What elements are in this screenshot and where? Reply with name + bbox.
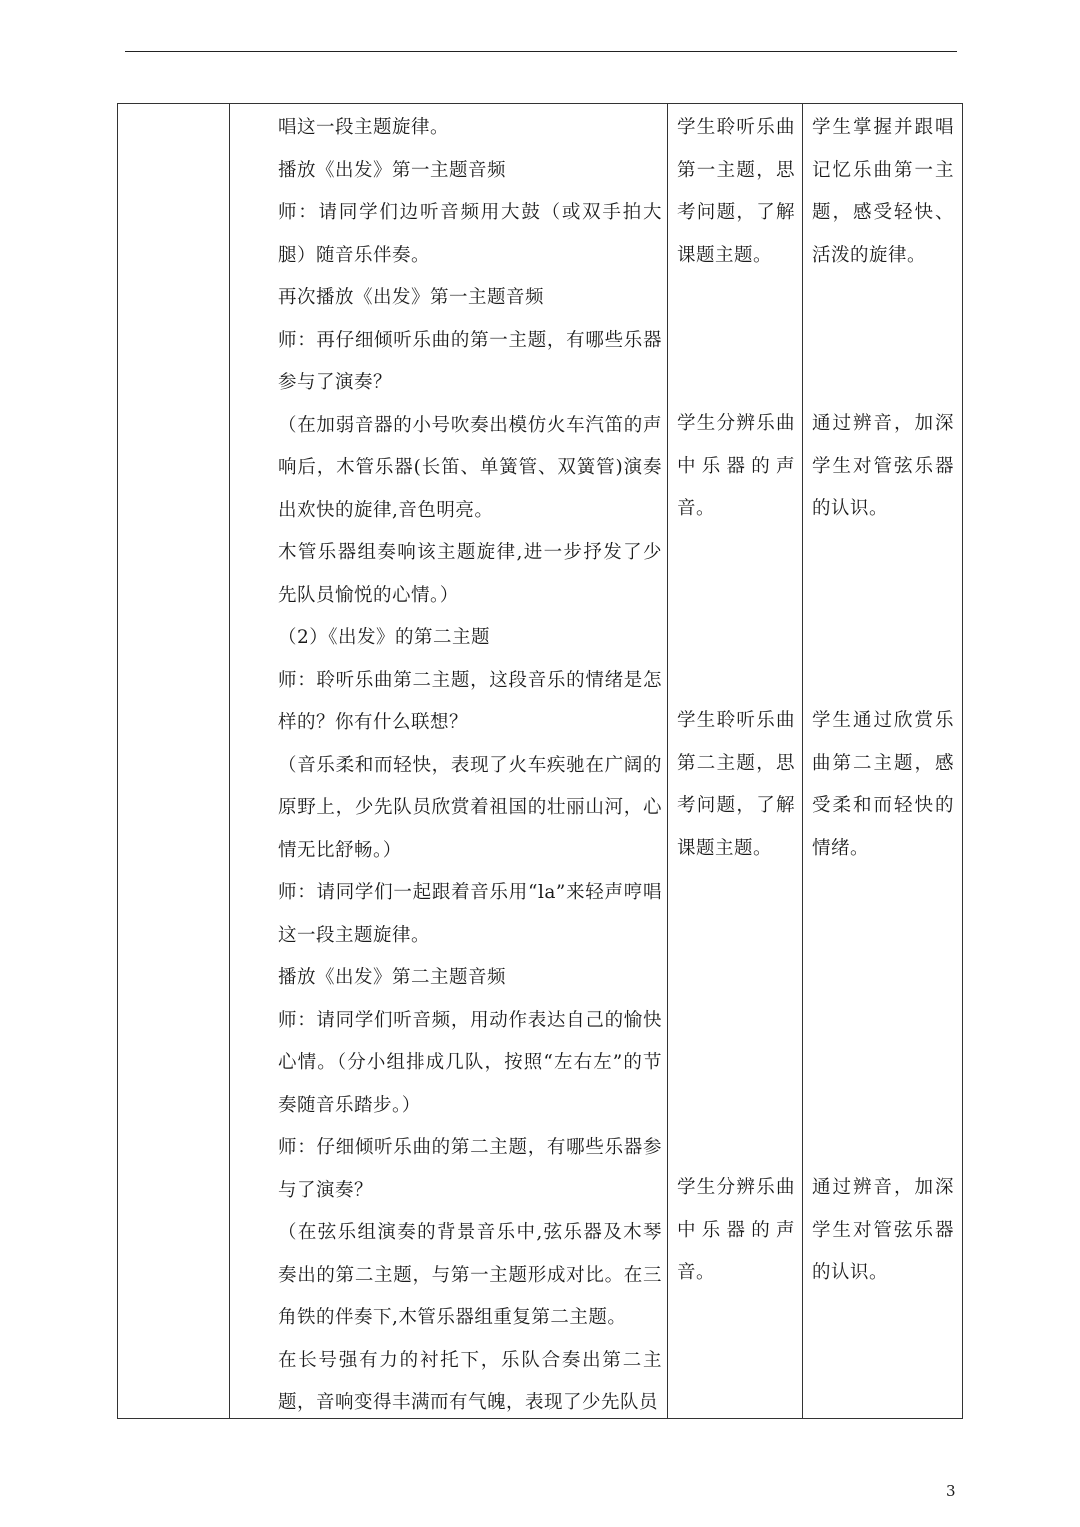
stage-column: [118, 104, 230, 1418]
page-number: 3: [946, 1482, 956, 1500]
design-intent-note: 通过辨音，加深学生对管弦乐器的认识。: [812, 413, 954, 519]
content-paragraph: 在长号强有力的衬托下，乐队合奏出第二主题，音响变得丰满而有气魄，表现了少先队员: [278, 1349, 662, 1413]
content-paragraph: 师：聆听乐曲第二主题，这段音乐的情绪是怎样的？你有什么联想？: [278, 669, 662, 733]
content-paragraph: 播放《出发》第一主题音频: [278, 159, 507, 181]
content-paragraph: 木管乐器组奏响该主题旋律,进一步抒发了少先队员愉悦的心情。）: [278, 542, 662, 606]
content-paragraph: 师：仔细倾听乐曲的第二主题，有哪些乐器参与了演奏？: [278, 1137, 662, 1201]
content-paragraph: 师：请同学们听音频，用动作表达自己的愉快心情。（分小组排成几队，按照“左右左”的节奏随音乐踏步。）: [278, 1009, 662, 1116]
content-paragraph: 师：请同学们边听音频用大鼓（或双手拍大腿）随音乐伴奏。: [278, 202, 662, 266]
student-activity-note: 学生分辨乐曲中乐器的声音。: [677, 413, 795, 519]
content-paragraph: 唱这一段主题旋律。: [278, 117, 450, 138]
design-intent-column: [803, 104, 962, 1418]
teaching-content-column: [230, 104, 668, 1418]
lesson-plan-table: [117, 103, 963, 1419]
content-paragraph: 再次播放《出发》第一主题音频: [278, 287, 545, 308]
content-paragraph: 师：请同学们一起跟着音乐用“la”来轻声哼唱这一段主题旋律。: [278, 882, 662, 946]
content-paragraph: （在加弱音器的小号吹奏出模仿火车汽笛的声响后，木管乐器(长笛、单簧管、双簧管)演奏出欢快的旋律,音色明亮。: [278, 414, 662, 521]
content-paragraph: （2）《出发》的第二主题: [278, 627, 491, 648]
design-intent-note: 学生通过欣赏乐曲第二主题，感受柔和而轻快的情绪。: [812, 710, 954, 859]
student-activity-note: 学生分辨乐曲中乐器的声音。: [677, 1177, 795, 1283]
content-paragraph: （在弦乐组演奏的背景音乐中,弦乐器及木琴奏出的第二主题，与第一主题形成对比。在三角铁的伴奏下,木管乐器组重复第二主题。: [278, 1222, 662, 1328]
content-paragraph: 师：再仔细倾听乐曲的第一主题，有哪些乐器参与了演奏？: [278, 329, 662, 393]
student-activity-column: [668, 104, 803, 1418]
header-rule: [125, 51, 957, 52]
content-paragraph: 播放《出发》第二主题音频: [278, 967, 507, 988]
student-activity-note: 学生聆听乐曲第二主题，思考问题，了解课题主题。: [677, 710, 795, 859]
design-intent-note: 学生掌握并跟唱记忆乐曲第一主题，感受轻快、活泼的旋律。: [812, 117, 954, 266]
content-paragraph: （音乐柔和而轻快，表现了火车疾驰在广阔的原野上，少先队员欣赏着祖国的壮丽山河，心情无比舒畅。）: [278, 754, 662, 861]
design-intent-note: 通过辨音，加深学生对管弦乐器的认识。: [812, 1177, 954, 1283]
student-activity-note: 学生聆听乐曲第一主题，思考问题，了解课题主题。: [677, 117, 795, 266]
